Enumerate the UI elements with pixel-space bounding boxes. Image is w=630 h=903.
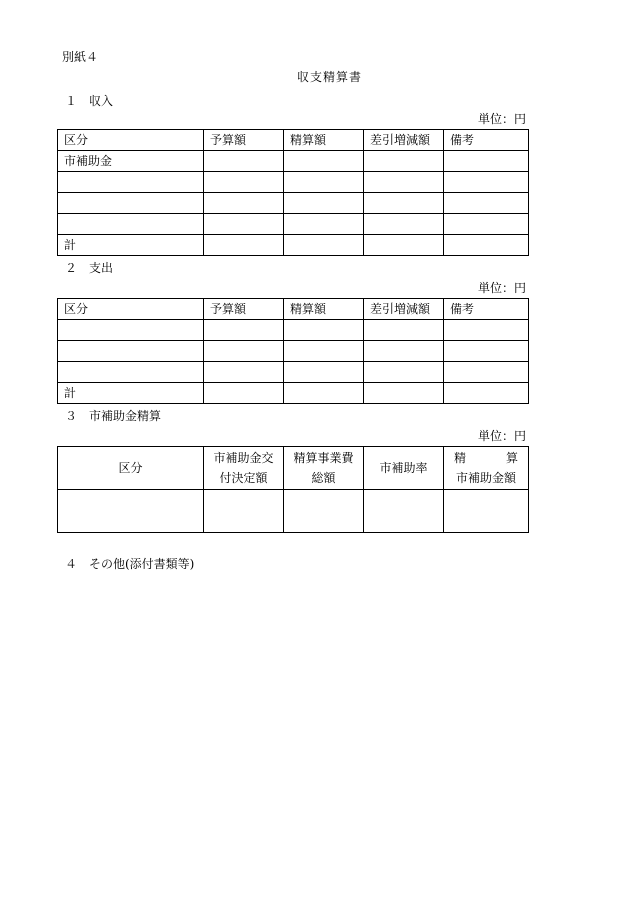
cell-settled <box>284 235 364 256</box>
cell-budget <box>204 193 284 214</box>
table-row <box>58 193 529 214</box>
table-row <box>58 172 529 193</box>
settlement-table <box>57 446 529 533</box>
col-header-total-cost-line1: 精算事業費 <box>293 451 354 465</box>
cell-settled <box>284 151 364 172</box>
cell-difference <box>364 320 444 341</box>
col-header-final-grant-line2: 市補助金額 <box>455 471 516 485</box>
cell-remarks <box>444 235 529 256</box>
col-header-category: 区分 <box>58 130 204 151</box>
cell-budget <box>204 235 284 256</box>
table-row <box>58 341 529 362</box>
income-header-row <box>58 130 529 151</box>
expense-heading: ２ 支出 <box>65 261 114 275</box>
settlement-unit-label: 単位：円 <box>477 429 526 443</box>
settlement-heading: ３ 市補助金精算 <box>65 409 162 423</box>
cell-remarks <box>444 362 529 383</box>
col-header-budget: 予算額 <box>204 299 284 320</box>
cell-settled <box>284 341 364 362</box>
total-row <box>58 383 529 404</box>
cell-budget <box>204 362 284 383</box>
col-header-grant-decision <box>204 447 284 490</box>
cell-category <box>58 193 204 214</box>
table-row <box>58 490 529 533</box>
cell-remarks <box>444 151 529 172</box>
income-table <box>57 129 529 256</box>
cell-budget <box>204 341 284 362</box>
cell-difference <box>364 383 444 404</box>
cell-final-grant <box>444 490 529 533</box>
table-row <box>58 320 529 341</box>
cell-category: 計 <box>58 235 204 256</box>
cell-total-cost <box>284 490 364 533</box>
cell-difference <box>364 172 444 193</box>
cell-category: 市補助金 <box>58 151 204 172</box>
col-header-category: 区分 <box>58 447 204 490</box>
cell-budget <box>204 151 284 172</box>
col-header-remarks: 備考 <box>444 299 529 320</box>
cell-category <box>58 362 204 383</box>
other-heading: ４ その他(添付書類等) <box>65 557 195 571</box>
cell-settled <box>284 172 364 193</box>
income-unit-label: 単位：円 <box>477 112 526 126</box>
expense-header-row <box>58 299 529 320</box>
cell-budget <box>204 320 284 341</box>
cell-difference <box>364 151 444 172</box>
col-header-difference: 差引増減額 <box>364 299 444 320</box>
col-header-settled: 精算額 <box>284 299 364 320</box>
expense-unit-label: 単位：円 <box>477 281 526 295</box>
col-header-grant-decision-line2: 付決定額 <box>219 471 268 485</box>
cell-difference <box>364 193 444 214</box>
col-header-total-cost-line2: 総額 <box>311 471 336 485</box>
cell-difference <box>364 214 444 235</box>
col-header-grant-decision-line1: 市補助金交 <box>213 451 274 465</box>
col-header-final-grant-char2: 算 <box>505 451 518 465</box>
cell-remarks <box>444 193 529 214</box>
cell-remarks <box>444 383 529 404</box>
cell-settled <box>284 320 364 341</box>
col-header-rate: 市補助率 <box>364 447 444 490</box>
cell-settled <box>284 362 364 383</box>
col-header-final-grant-line1 <box>444 448 528 468</box>
table-row <box>58 151 529 172</box>
table-row <box>58 214 529 235</box>
total-row <box>58 235 529 256</box>
cell-settled <box>284 193 364 214</box>
cell-remarks <box>444 172 529 193</box>
cell-budget <box>204 214 284 235</box>
cell-category <box>58 320 204 341</box>
col-header-remarks: 備考 <box>444 130 529 151</box>
income-heading: １ 収入 <box>65 94 114 108</box>
col-header-difference: 差引増減額 <box>364 130 444 151</box>
cell-remarks <box>444 341 529 362</box>
cell-category <box>58 214 204 235</box>
cell-category: 計 <box>58 383 204 404</box>
cell-difference <box>364 235 444 256</box>
table-row <box>58 362 529 383</box>
cell-difference <box>364 362 444 383</box>
attachment-number: 別紙４ <box>62 50 99 64</box>
cell-difference <box>364 341 444 362</box>
cell-grant-decision <box>204 490 284 533</box>
cell-rate <box>364 490 444 533</box>
col-header-settled: 精算額 <box>284 130 364 151</box>
col-header-budget: 予算額 <box>204 130 284 151</box>
settlement-header-row <box>58 447 529 490</box>
cell-category <box>58 490 204 533</box>
col-header-final-grant <box>444 447 529 490</box>
cell-category <box>58 172 204 193</box>
cell-remarks <box>444 214 529 235</box>
expense-table <box>57 298 529 404</box>
cell-settled <box>284 383 364 404</box>
cell-remarks <box>444 320 529 341</box>
col-header-category: 区分 <box>58 299 204 320</box>
col-header-total-cost <box>284 447 364 490</box>
cell-category <box>58 341 204 362</box>
cell-settled <box>284 214 364 235</box>
cell-budget <box>204 383 284 404</box>
document-title: 収支精算書 <box>297 70 363 84</box>
cell-budget <box>204 172 284 193</box>
col-header-final-grant-char1: 精 <box>454 451 467 465</box>
